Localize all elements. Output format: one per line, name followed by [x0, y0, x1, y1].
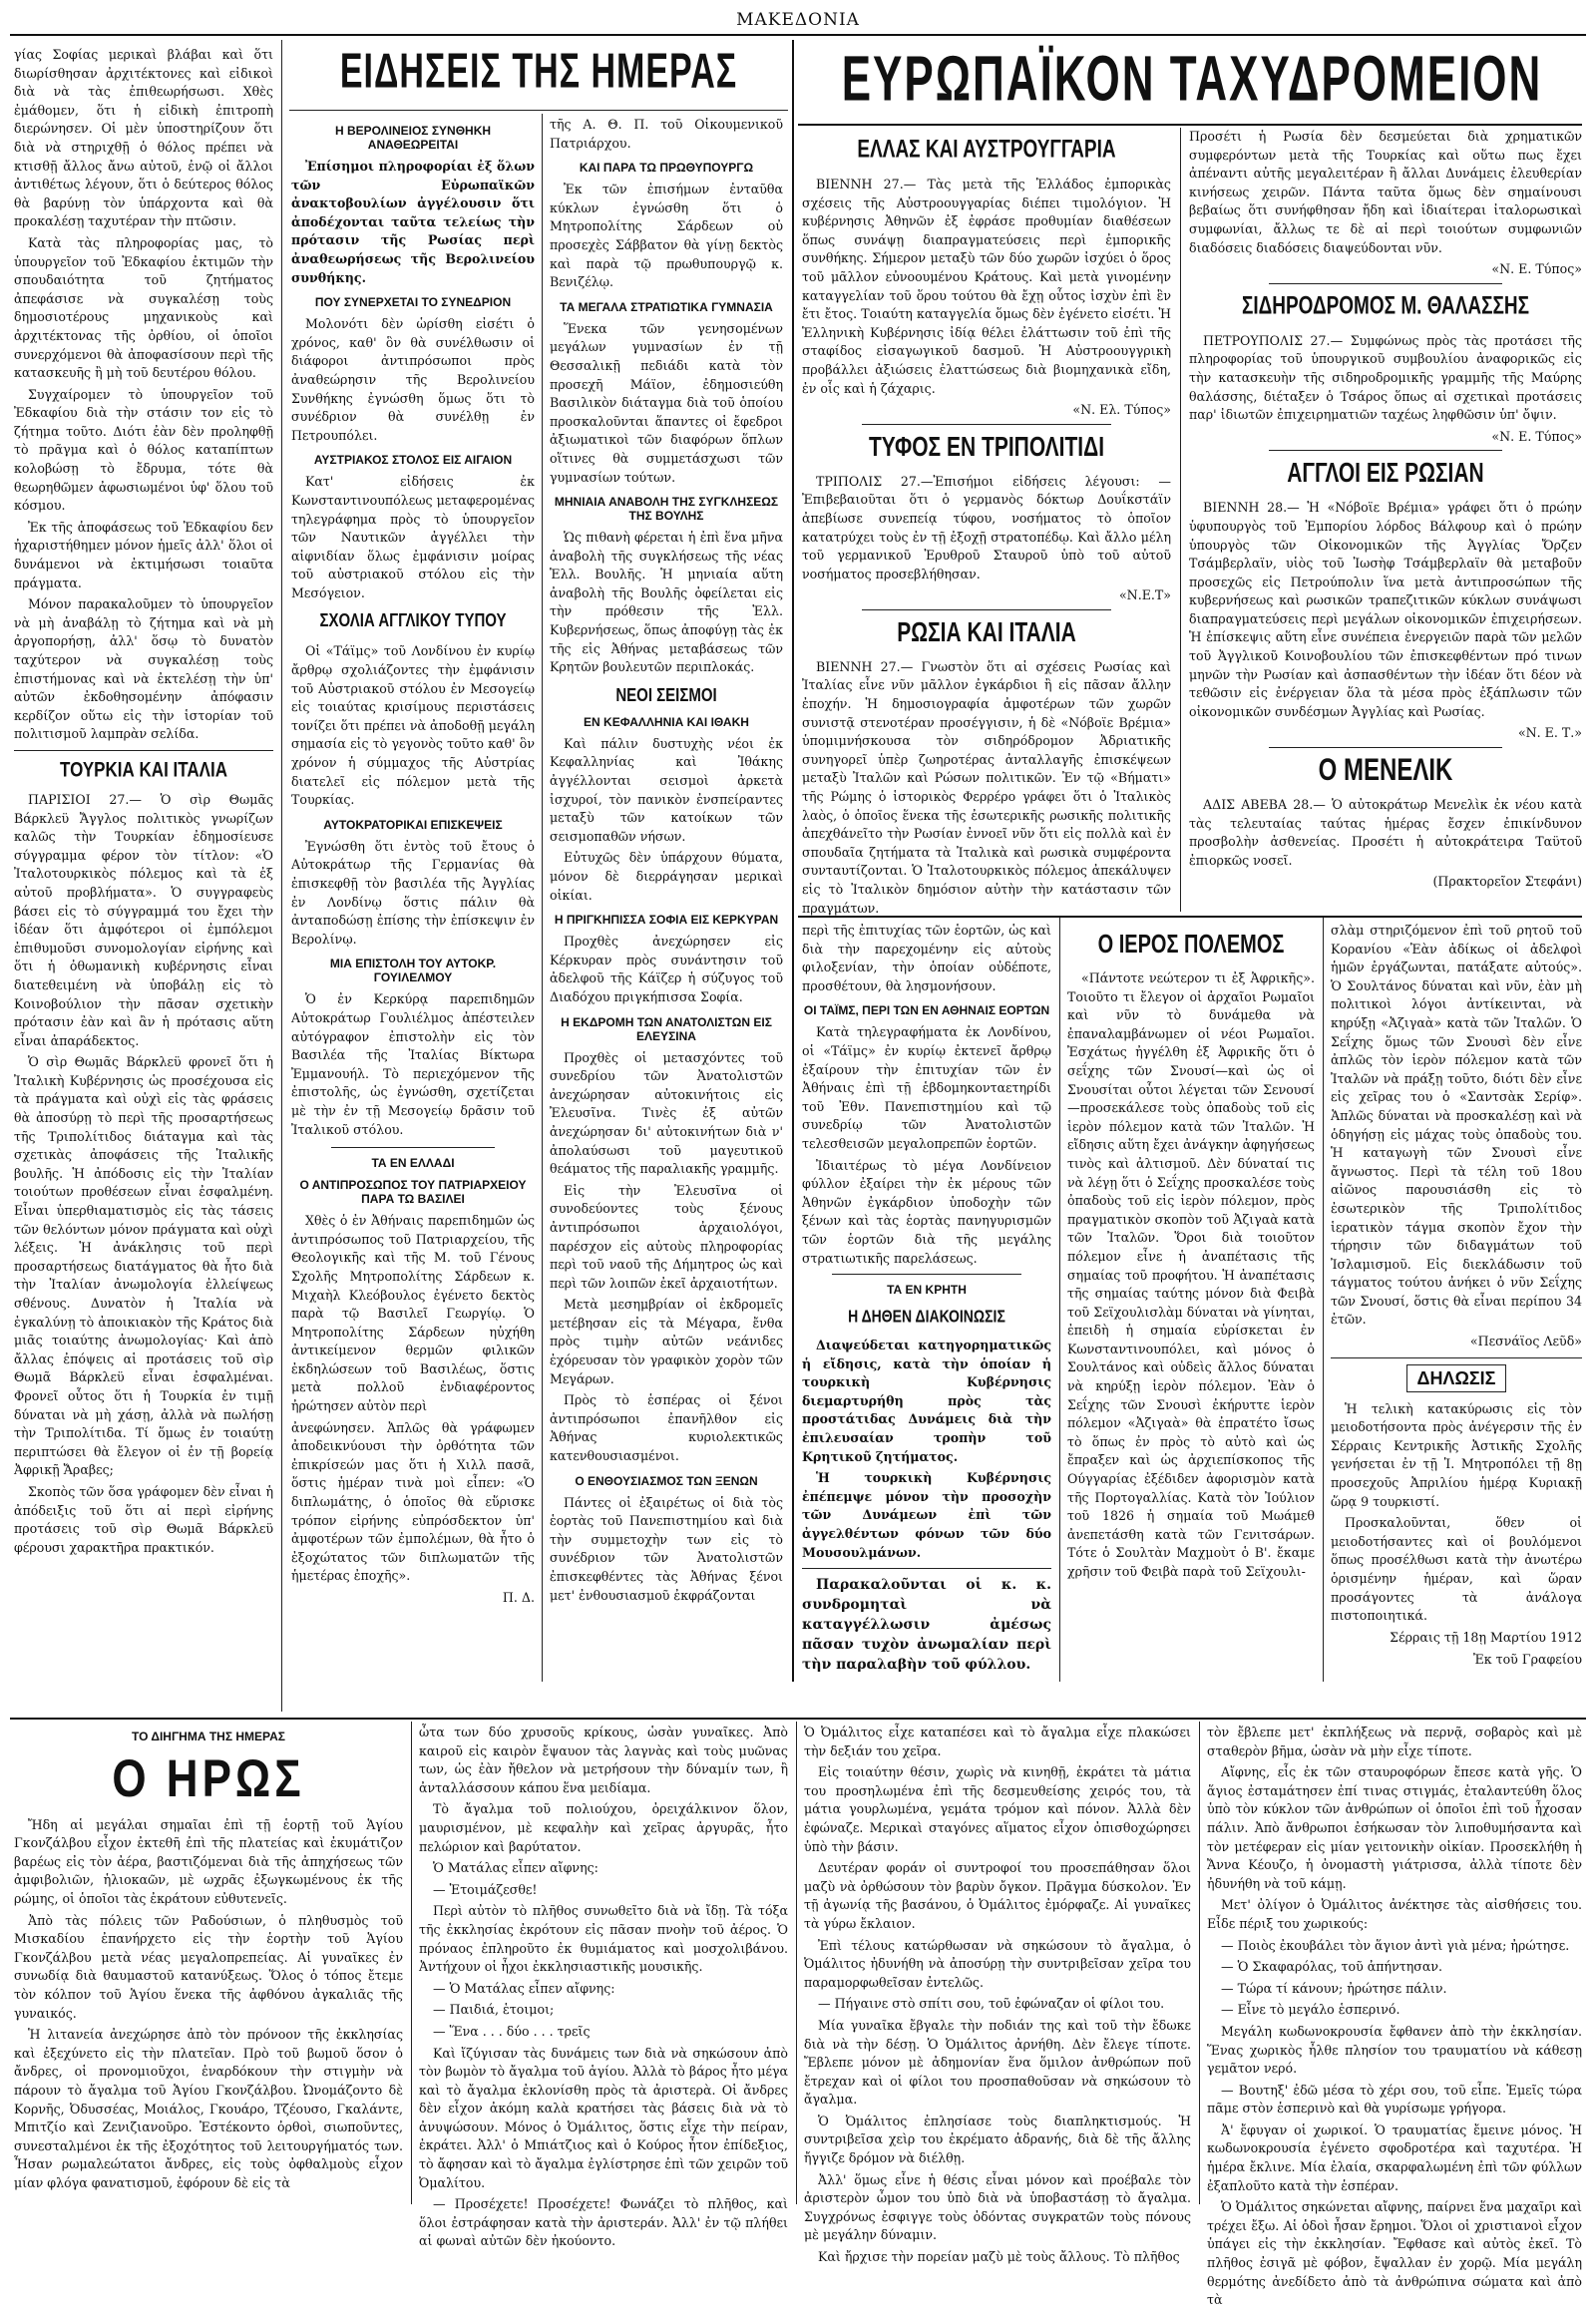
paragraph: Καὶ ἤρχισε τὴν πορείαν μαζὺ μὲ τοὺς ἄλλους. Τὸ πλῆθος [818, 2249, 1180, 2265]
headline: ΤΑ ΜΕΓΑΛΑ ΣΤΡΑΤΙΩΤΙΚΑ ΓΥΜΝΑΣΙΑ [560, 299, 773, 314]
paragraph: Εἰς τὴν Ἐλευσῖνα οἱ συνοδεύοντες τοὺς ξένους ἀντιπρόσωποι ἀρχαιολόγοι, παρέσχον εἰς αὐτοὺς πληροφορίας περὶ τοῦ ναοῦ τῆς Δήμητρος ὡς καὶ περὶ τῶν λοιπῶν ἐκεῖ ἀρχαιοτήτων. [550, 1182, 783, 1291]
paragraph: Ἐκ τῶν ἐπισήμων ἐνταῦθα κύκλων ἐγνώσθη ὅτι ὁ Μητροπολίτης Σάρδεων οὐ προσεχὲς Σάββατον θὰ γίνῃ δεκτὸς καὶ παρὰ τῷ πρωθυπουργῷ κ. Βενιζέλῳ. [550, 182, 783, 290]
paragraph: — Ὁ Σκαφαρόλας, τοῦ ἀπήντησαν. [1221, 1959, 1443, 1975]
headline: Η ΒΕΡΟΛΙΝΕΙΟΣ ΣΥΝΘΗΚΗ ΑΝΑΘΕΩΡΕΙΤΑΙ [334, 124, 492, 152]
paragraph: Μετὰ μεσημβρίαν οἱ ἐκδρομεῖς μετέβησαν εἰς τὰ Μέγαρα, ἔνθα πρὸς τιμὴν αὐτῶν νεάνιδες ἐχόρευσαν τὸν γραφικὸν χορὸν τῶν Μεγάρων. [550, 1297, 783, 1386]
paragraph: Ὁ Ὀμάλιτος σηκώνεται αἴφνης, παίρνει ἕνα μαχαῖρι καὶ τρέχει ἔξω. Αἱ ὁδοὶ ἦσαν ἔρημοι. Ὅλοι οἱ χριστιανοὶ εἶχον ὑπάγει εἰς τὴν ἐκκλησίαν. Ἔφθασε καὶ αὐτὸς ἐκεῖ. Τὸ πλῆθος ἐσιγᾶ μὲ φόβον, ἔψαλλαν ἐν χορῷ. Μία μεγάλη θερμότης ἀνεδίδετο ἀπὸ τὰ ἀνθρώπινα σώματα καὶ ἀπὸ τὰ [1207, 2199, 1582, 2308]
column-1 [14, 46, 273, 1712]
paragraph: — Ἕνα . . . δύο . . . τρεῖς [433, 2023, 591, 2039]
paragraph: ἀνεφώνησεν. Ἀπλῶς θὰ γράφωμεν ἀποδεικνύουσι τὴν ὀρθότητα τῶν ἐπικρίσεών μας ὅτι ἡ Χιλλ πασᾶ, ὅστις ἡμέραν τινὰ μοὶ εἶπεν: «Ὁ διπλωμάτης, ὁ ὁποῖος θὰ εὕρισκε τρόπον εἰρήνης εὐπρόσδεκτον ὑπ' ἀμφοτέρων τῶν ἐμπολέμων, θὰ ἦτο ὁ ἐξοχώτατος τῶν διπλωματῶν τῆς ἡμετέρας ἐποχῆς». [291, 1419, 535, 1584]
headline-railway: ΣΙΔΗΡΟΔΡΟΜΟΣ Μ. ΘΑΛΑΣΣΗΣ [1241, 292, 1530, 320]
section-rule [798, 916, 1582, 918]
paragraph: ΤΡΙΠΟΛΙΣ 27.—Ἐπισήμοι εἰδήσεις λέγουσι: —Ἐπιβεβαιοῦται ὅτι ὁ γερμανὸς δόκτωρ Δουΐκστάϊν ἀπεβίωσε συνεπείᾳ τύφου, νοσήματος τὸ ὁποῖον κατατρύχει τοὺς ἐν τῇ ἐξοχῇ στρατοπέδῳ. Καὶ ἄλλο μέλη τοῦ γερμανικοῦ Ἐρυθροῦ Σταυροῦ ὑπὸ τοῦ αὐτοῦ νοσήματος προσεβλήθησαν. [802, 473, 1171, 581]
headline: Η ΕΚΔΡΟΜΗ ΤΩΝ ΑΝΑΤΟΛΙΣΤΩΝ ΕΙΣ ΕΛΕΥΣΙΝΑ [561, 1014, 772, 1043]
column-2 [291, 116, 535, 1682]
europe-column-a [802, 128, 1171, 916]
paragraph: «Πάντοτε νεώτερον τι ἐξ Ἀφρικῆς». Τοιοῦτο τι ἔλεγον οἱ ἀρχαῖοι Ρωμαῖοι καὶ νῦν τὸ δυνάμεθα νὰ ἐπαναλαμβάνωμεν οἱ νέοι Ρωμαῖοι. Ἐσχάτως ἠγγέλθη ἐξ Ἀφρικῆς ὅτι ὁ σεΐχης τῶν Σνουσί—καὶ ὡς οἱ Σνουσίται οὗτοι λέγεται τῶν Σενουσί—προσεκάλεσε τοὺς ὀπαδοὺς τοῦ εἰς ἱερὸν πόλεμον κατὰ τῶν Ἰταλῶν. Ἡ εἴδησις αὕτη ἔχει ἀνάγκην ἀφηγήσεως τινὸς καὶ ἀλτισμοῦ. Δὲν δύναταί τις νὰ λέγῃ ὅτι ὁ Σεΐχης προσκαλέσε τοὺς ὀπαδοὺς τοῦ εἰς ἱερὸν πόλεμον, πρὸς πραγματικὸν σκοπὸν τοῦ Ἀζιγαὰ κατὰ τῶν Ἰταλῶν. Ὅροι διὰ τοιοῦτον πόλεμον εἶνε ἡ ἀναπέτασις τῆς σημαίας τοῦ προφήτου. Ἡ ἀναπέτασις τῆς σημαίας ταύτης μόνον διὰ Φειβὰ τοῦ Σεϊχουλισλὰμ δύναται νὰ γίνηται, ἐπειδὴ ἡ σημαία εὑρίσκεται ἐν Κωνσταντινουπόλει, καὶ μόνος ὁ Σουλτάνος καὶ οὐδεὶς ἄλλος δύναται νὰ κηρύξῃ ἱερὸν πόλεμον. Ἐὰν ὁ Σεΐχης τῶν Σνουσὶ ἐκήρυττε ἱερὸν πόλεμον «Ἀζιγαὰ» θὰ ἐπρατέτο ἴσως τὸ ὅπως ἐν πρὸς τὸ αὐτὸ καὶ ὡς ἔπραξεν καὶ ὡς ἀρχιεπίσκοπος τῆς Ούγγαρίας ἐξέδιδεν ἀφορισμὸν κατὰ τῆς Πορτογαλλίας. Κατὰ τὸν Ἰούλιον τοῦ 1826 ἡ σημαία τοῦ Μωάμεθ ἀνεπετάσθη κατὰ τῶν Γενιτσάρων. Τότε ὁ Σουλτὰν Μαχμοὺτ ὁ Β'. ἔκαμε χρῆσιν τοῦ Φειβὰ παρὰ τοῦ Σεϊχουλι- [1067, 970, 1315, 1579]
signature: Π. Δ. [502, 1590, 535, 1605]
paragraph: Οἱ «Τάϊμς» τοῦ Λονδίνου ἐν κυρίῳ ἄρθρῳ σχολιάζοντες τὴν ἐμφάνισιν τοῦ Αὐστριακοῦ στόλου ἐν Μεσογείῳ εἰς τοιαύτας κρισίμους περιστάσεις τονίζει ὅτι πρέπει νὰ ἀποδοθῇ μεγάλη σημασία εἰς τὸ γεγονὸς τοῦτο καθ' ὃν χρόνον ἡ σύμμαχος τῆς Αὐστρίας διατελεῖ εἰς πόλεμον μετὰ τῆς Τουρκίας. [291, 643, 535, 808]
story-title: Ο ΗΡΩΣ [112, 1748, 305, 1808]
headline: Ο ΕΝΘΟΥΣΙΑΣΜΟΣ ΤΩΝ ΞΕΝΩΝ [575, 1473, 758, 1488]
column-rule [281, 40, 282, 1712]
paragraph: Προχθὲς οἱ μετασχόντες τοῦ συνεδρίου τῶν Ἀνατολιστῶν ἀνεχώρησαν αὐτοκινήτοις εἰς Ἐλευσῖνα. Τινὲς ἐξ αὐτῶν ἀνεχώρησαν δι' αὐτοκινήτων διὰ ν' ἀπολαύσωσι τοῦ μαγευτικοῦ θεάματος τῆς παραλιακῆς γραμμῆς. [550, 1049, 783, 1177]
column-rule [1180, 128, 1181, 912]
paragraph: Σκοπὸς τῶν ὅσα γράφομεν δὲν εἶναι ἡ ἀπόδειξις τοῦ ὅτι αἱ περὶ εἰρήνης προτάσεις τοῦ σὶρ Θωμᾶ Βάρκλεϋ φέρουσι χαρακτῆρα πρακτικόν. [14, 1483, 273, 1555]
headline-turkey-italy: ΤΟΥΡΚΙΑ ΚΑΙ ΙΤΑΛΙΑ [60, 757, 227, 782]
paragraph: Εὐτυχῶς δὲν ὑπάρχουν θύματα, μόνον δὲ διερράγησαν μερικαὶ οἰκίαι. [550, 850, 783, 903]
paragraph: Ὁ ἐν Κερκύρᾳ παρεπιδημῶν Αὐτοκράτωρ Γουλιέλμος ἀπέστειλεν αὐτόγραφον ἐπιστολὴν εἰς τὸν Βασιλέα τῆς Ἰταλίας Βίκτωρα Ἐμμανουήλ. Τὸ περιεχόμενον τῆς ἐπιστολῆς, ὡς ἐγνώσθη, σχετίζεται μὲ τὴν ἐν τῇ Μεσογείῳ δρᾶσιν τοῦ Ἰταλικοῦ στόλου. [291, 991, 535, 1137]
paragraph: περὶ τῆς ἐπιτυχίας τῶν ἑορτῶν, ὡς καὶ διὰ τὴν παρεχομένην εἰς αὐτοὺς φιλοξενίαν, τὴν ὁποίαν οὐδέποτε, προσθέτουν, θὰ λησμονήσουν. [802, 923, 1051, 993]
headline: ΠΟΥ ΣΥΝΕΡΧΕΤΑΙ ΤΟ ΣΥΝΕΔΡΙΟΝ [314, 295, 512, 310]
paragraph: Ἐπίσημοι πληροφορίαι ἐξ ὅλων τῶν Εὐρωπαϊκῶν ἀνακτοβουλίων ἀγγέλουσιν ὅτι ἀποδέχονται ταῦτα τελείως τὴν πρότασιν τῆς Ρωσίας περὶ ἀναθεωρήσεως τῆς Βερολινείου συνθήκης. [291, 159, 535, 285]
paragraph: ΒΙΕΝΝΗ 27.— Τὰς μετὰ τῆς Ἑλλάδος ἐμπορικὰς σχέσεις τῆς Αὐστροουγγαρίας διέπει τιμολόγιον. Ἡ κυβέρνησις Ἀθηνῶν ἐξ ἐφράσε προθυμίαν διαθέσεων ὅπως συνάψῃ διαπραγματεύσεις περὶ ἐμπορικῆς συνθήκης. Σήμερον μεταξὺ τῶν δύο χωρῶν ἰσχύει ὁ ὅρος τοῦ μᾶλλον εὐνοουμένου Κράτους. Καὶ μετὰ γινομένην καταγγελίαν τοῦ ὅρου τούτου θὰ ἔχῃ οὗτος ἰσχὺν ἐπὶ ἓν ἔτι ἔτος. Τοιαύτη καταγγελία ὅμως δὲν ἐγένετο εἰσέτι. Ἡ Ἑλληνικὴ Κυβέρνησις ἰδίᾳ θέλει ἐλάττωσιν τοῦ ἐπὶ τῆς σταφίδος εἰσαγωγικοῦ δασμοῦ. Ἡ Αὐστροουγγρικὴ προβάλλει ἀξιώσεις ἐλαττώσεως διὰ βιομηχανικὰ εἴδη, ἐν οἷς καὶ ἡ ζάχαρις. [802, 177, 1171, 396]
column-holy-war-cont [1331, 922, 1582, 1682]
column-holy-war [1067, 922, 1315, 1682]
signature: «Ν.Ε.Τ» [1118, 587, 1171, 603]
story-rule [10, 1718, 1586, 1720]
divider [14, 750, 273, 751]
headline-russia-italy: ΡΩΣΙΑ ΚΑΙ ΙΤΑΛΙΑ [897, 617, 1076, 648]
story-column-3 [804, 1724, 1191, 2265]
paragraph: Μετ' ὀλίγον ὁ Ὀμάλιτος ἀνέκτησε τὰς αἰσθήσεις του. Εἶδε πέριξ του χωρικούς: [1207, 1897, 1582, 1931]
banner-rule [798, 124, 1582, 126]
paragraph: — Παιδιά, ἑτοιμοι; [433, 2002, 555, 2018]
signature: (Πρακτορεῖον Στεφάνι) [1432, 874, 1582, 890]
paragraph: — Εἶνε τὸ μεγάλο ἑσπερινό. [1221, 2002, 1400, 2018]
paragraph: Ἐκ τῆς ἀποφάσεως τοῦ Ἐδκαφίου δεν ἠχαριστήθημεν μόνον ἡμεῖς ἀλλ' ὅλοι οἱ δυνάμενοι νὰ ἐκτιμήσωσι τοιαῦτα πράγματα. [14, 519, 273, 590]
headline-greece-austria: ΕΛΛΑΣ ΚΑΙ ΑΥΣΤΡΟΥΓΓΑΡΙΑ [857, 136, 1116, 164]
paragraph: Μεγάλη κωδωνοκρουσία ἔφθανεν ἀπὸ τὴν ἐκκλησίαν. Ἕνας χωρικὸς ἦλθε πλησίον του τραυματίου νὰ κάθεσῃ γεμᾶτον νερό. [1207, 2023, 1582, 2077]
signature: «Ν. Ε. Τύπος» [1491, 428, 1582, 444]
headline-english-in-russia: ΑΓΓΛΟΙ ΕΙΣ ΡΩΣΙΑΝ [1287, 458, 1484, 489]
headline-typhus: ΤΥΦΟΣ ΕΝ ΤΡΙΠΟΛΙΤΙΔΙ [868, 432, 1105, 463]
paragraph: — Τώρα τί κάνουν; ἠρώτησε πάλιν. [1221, 1980, 1447, 1996]
section-label: ΤΑ ΕΝ ΕΛΛΑΔΙ [371, 1156, 455, 1171]
story-column-4 [1207, 1724, 1582, 2308]
headline: ΜΙΑ ΕΠΙΣΤΟΛΗ ΤΟΥ ΑΥΤΟΚΡ. ΓΟΥΙΛΕΛΜΟΥ [329, 957, 497, 985]
paragraph: Κατ' εἰδήσεις ἐκ Κωνσταντινουπόλεως μεταφερομένας τηλεγράφημα πρὸς τὸ ὑπουργεῖον τῶν Ναυτικῶν ἀγγέλλει τὴν αἰφνιδίαν ὅλως ἐμφάνισιν μοίρας τοῦ αὐστριακοῦ στόλου εἰς τὴν Μεσόγειον. [291, 474, 535, 600]
divider [862, 424, 1111, 425]
story-kicker: ΤΟ ΔΙΗΓΗΜΑ ΤΗΣ ΗΜΕΡΑΣ [131, 1730, 285, 1743]
headline: ΑΥΤΟΚΡΑΤΟΡΙΚΑΙ ΕΠΙΣΚΕΨΕΙΣ [323, 817, 503, 832]
column-rule [411, 1722, 412, 2204]
divider [1331, 1357, 1582, 1358]
divider [862, 609, 1111, 610]
headline-menelik: Ο ΜΕΝΕΛΙΚ [1318, 752, 1453, 788]
paragraph: Ἐγνώσθη ὅτι ἐντὸς τοῦ ἔτους ὁ Αὐτοκράτωρ τῆς Γερμανίας θὰ ἐπισκεφθῇ τὸν βασιλέα τῆς Ἀγγλίας ἐν Λονδίνῳ ὅστις πάλιν θὰ ἀνταποδώσῃ ἐπίσης τὴν ἐπίσκεψιν ἐν Βερολίνῳ. [291, 838, 535, 947]
paragraph: Ἕνεκα τῶν γενησομένων μεγάλων γυμνασίων ἐν τῇ Θεσσαλικῇ πεδιάδι κατὰ τὸν προσεχῆ Μάϊον, ἐδημοσιεύθη Βασιλικὸν διάταγμα διὰ τοῦ ὁποίου προσκαλοῦνται ἅπαντες οἱ ἔφεδροι ἀξιωματικοὶ τῶν διαφόρων ὅπλων οἵτινες θὰ συμμετάσχωσι τῶν γυμνασίων τούτων. [550, 320, 783, 485]
paragraph: Προσκαλοῦνται, ὅθεν οἱ μειοδοτήσαντες καὶ οἱ βουλόμενοι ὅπως προσέλθωσι κατὰ τὴν ἀνωτέρω ὁρισμένην ἡμέραν, καὶ ὥραν προσάγοντες τὰ ἀνάλογα πιστοποιητικά. [1331, 1515, 1582, 1624]
paragraph: τῆς Α. Θ. Π. τοῦ Οἰκουμενικοῦ Πατριάρχου. [550, 117, 783, 151]
paragraph: Ἀ' ἔφυγαν οἱ χωρικοί. Ὁ τραυματίας ἔμεινε μόνος. Ἡ κωδωνοκρουσία ἐγένετο σφοδροτέρα καὶ ταχυτέρα. Ἡ ἡμέρα ἔκλινε. Μία ἐλαία, σκαρφαλωμένη ἐπὶ τῶν φύλλων ἐξαπλοῦτο κατὰ τὴν ἑσπέραν. [1207, 2121, 1582, 2193]
headline-declaration: ΔΗΛΩΣΙΣ [1406, 1364, 1507, 1392]
paragraph: Ἀλλ' ὅμως εἶνε ἡ θέσις εἶναι μόνον καὶ προέβαλε τὸν ἀριστερὸν ὦμον του ὑπὸ διὰ νὰ ὑποβαστάσῃ τὸ ἄγαλμα. Συγχρόνως ἐσφιγγε τοὺς ὀδόντας συγκρατῶν τοὺς πόνους μὲ μεγάλην δύναμιν. [804, 2171, 1191, 2243]
paragraph: Χθὲς ὁ ἐν Ἀθήναις παρεπιδημῶν ὡς ἀντιπρόσωπος τοῦ Πατριαρχείου, τῆς Θεολογικῆς καὶ τῆς Μ. τοῦ Γένους Σχολῆς Μητροπολίτης Σάρδεων κ. Μιχαὴλ Κλεόβουλος ἐγένετο δεκτὸς παρὰ τῷ Βασιλεῖ Γεωργίῳ. Ὁ Μητροπολίτης Σάρδεων ηὐχήθη ἀντικείμενον θερμῶν φιλικῶν ἐκδηλώσεων τοῦ Βασιλέως, ὅστις μετὰ πολλοῦ ἐνδιαφέροντος ἠρώτησεν αὐτὸν περὶ [291, 1213, 535, 1414]
banner-news-of-the-day: ΕΙΔΗΣΕΙΣ ΤΗΣ ΗΜΕΡΑΣ [339, 44, 738, 100]
paragraph: Μία γυναῖκα ἔβγαλε τὴν ποδιάν της καὶ τοῦ τὴν ἔδωκε διὰ νὰ τὴν δέσῃ. Ὁ Ὀμάλιτος ἀρνήθη. Δὲν ἔλεγε τίποτε. Ἔβλεπε μόνον μὲ ἀδημονίαν ἕνα ὅμιλον ἀνθρώπων ποῦ ἔτρεχαν καὶ οἱ φίλοι του προσπαθοῦσαν νὰ σηκώσουν τὸ ἄγαλμα. [804, 2017, 1191, 2108]
paragraph: Ὁ Ὀμάλιτος ἐπλησίασε τοὺς διαπληκτισμούς. Ἡ συντριβεῖσα χεὶρ του ἐκρέματο ἀδρανής, διὰ δὲ τῆς ἄλλης ἤγγιζε δρόμον νὰ διέλθῃ. [804, 2113, 1191, 2166]
paragraph: Καὶ πάλιν δυστυχὴς νέοι ἐκ Κεφαλληνίας καὶ Ἰθάκης ἀγγέλλονται σεισμοὶ ἀρκετὰ ἰσχυροί, τὸν πανικὸν ἐνσπείραντες μεταξὺ τῶν κατοίκων τῶν σεισμοπαθῶν νήσων. [550, 735, 783, 844]
paragraph: Καὶ ἴζύγισαν τὰς δυνάμεις των διὰ νὰ σηκώσουν ἀπὸ τὸν βωμὸν τὸ ἄγαλμα τοῦ ἁγίου. Ἀλλὰ τὸ βάρος ἦτο μέγα καὶ τὸ ἄγαλμα ἐκλονίσθη πρὸς τὰ ἀριστερὰ. Οἱ ἄνδρες δὲν εἶχον ἀκόμη καλὰ κρατήσει τὰς βάσεις διὰ νὰ τὸ ἀνυψώσουν. Μόνος ὁ Ὀμάλιτος, ὅστις εἶχε τὴν πείραν, ἐκράτει. Ἀλλ' ὁ Μπιάτζιος καὶ ὁ Κούρος ἦτον ἐπίδεξιος, τὸ ἄφησαν καὶ τὸ ἄγαλμα ἐγλίστρησε ἐπὶ τῶν χειρῶν τοῦ Ὀμαλίτου. [419, 2045, 788, 2190]
headline: ΑΥΣΤΡΙΑΚΟΣ ΣΤΟΛΟΣ ΕΙΣ ΑΙΓΑΙΟΝ [313, 453, 513, 468]
column-lower-middle [802, 922, 1051, 1682]
paragraph: Κατὰ τὰς πληροφορίας μας, τὸ ὑπουργεῖον τοῦ Ἐδκαφίου ἐκτιμῶν τὴν σπουδαιότητα τοῦ ζητήματος ἀπεφάσισε νὰ συγκαλέσῃ τοὺς δημοσιοτέρους μηχανικοὺς καὶ ἀρχιτέκτονας τῆς ὀρθίου, οἱ ὁποῖοι συνερχόμενοι θὰ ἀποφασίσουν περὶ τῆς κατασκευῆς ἢ μὴ τοῦ δευτέρου θόλου. [14, 234, 273, 381]
paragraph: Ὡς πιθανὴ φέρεται ἡ ἐπὶ ἕνα μῆνα ἀναβολὴ τῆς συγκλήσεως τῆς νέας Ἑλλ. Βουλῆς. Ἡ μηνιαία αὕτη ἀναβολὴ τῆς Βουλῆς ὀφείλεται εἰς τὴν πρόθεσιν τῆς Ἑλλ. Κυβερνήσεως, ὅπως ἀποφύγῃ τὰς ἐκ τῆς εἰς Ἀθήνας μεταβάσεως τῶν Κρητῶν βουλευτῶν περιπλοκάς. [550, 530, 783, 675]
column-rule [796, 1722, 797, 2204]
signature: «Ν. Ε. Τ.» [1517, 725, 1582, 741]
divider [832, 1274, 1021, 1275]
paragraph: σλὰμ στηριζόμενον ἐπὶ τοῦ ρητοῦ τοῦ Κορανίου «Ἐὰν ἀδίκως οἱ ἀδελφοὶ ἡμῶν ἐργάζωνται, πατάξατε αὐτούς». Ὁ Σουλτάνος δύναται καὶ νῦν, ἐὰν μὴ πολιτικοὶ λόγοι ἀντίκεινται, νὰ κηρύξῃ «Ἀζιγαὰ» κατὰ τῶν Ἰταλῶν. Ὁ Σεΐχης ὅμως τῶν Σνουσὶ δὲν εἶνε ἀπλῶς τὸν ἱερὸν πόλεμον κατὰ τῶν Ἰταλῶν νὰ πράξῃ τοῦτο, διότι δὲν εἶνε εἰς χεῖρας του ὁ «Σαντσὰκ Σερίφ». Ἁπλῶς δύναται νὰ προσκαλέσῃ καὶ νὰ ὁδηγήσῃ εἰς μάχας τοὺς ὀπαδοὺς του. Ἡ καταγωγὴ τῶν Σνουσὶ εἶνε ἄγνωστος. Περὶ τὰ τέλη τοῦ 18ου αἰῶνος παρουσιάσθη εἰς τὸ ἐσωτερικὸν τῆς Τριπολίτιδος ἱερατικὸν τάγμα σκοπὸν ἔχον τὴν τήρησιν τῶν διδαγμάτων τοῦ Ἰσλαμισμοῦ. Εἰς διεκλάδωσιν τοῦ τάγματος τούτου ἀνήκει ὁ νῦν Σεΐχης τῶν Σνουσί, ὅστις θὰ εἶναι περίπου 34 ἐτῶν. [1331, 923, 1582, 1328]
paragraph: Τὸ ἄγαλμα τοῦ πολιούχου, ὀρειχάλκινον ὅλον, μαυρισμένον, μὲ κεφαλὴν καὶ χεῖρας ἀργυρᾶς, ἦτο πελώριον καὶ βαρύτατον. [419, 1801, 788, 1854]
headline: ΚΑΙ ΠΑΡΑ ΤΩ ΠΡΩΘΥΠΟΥΡΓΩ [579, 161, 754, 176]
signature: «Πεσνάϊος Λεῦδ» [1469, 1334, 1582, 1349]
paragraph: Μολονότι δὲν ὡρίσθη εἰσέτι ὁ χρόνος, καθ' ὃν θὰ συνέλθωσιν οἱ διάφοροι ἀντιπρόσωποι πρὸς ἀναθεώρησιν τῆς Βερολινείου Συνθήκης ἐγνώσθη ὅμως ὅτι τὸ συνέδριον θὰ συνέλθῃ ἐν Πετρουπόλει. [291, 316, 535, 443]
paragraph: Διαψεύδεται κατηγορηματικῶς ἡ εἴδησις, κατὰ τὴν ὁποίαν ἡ τουρκικὴ Κυβέρνησις διεμαρτυρήθη πρὸς τὰς προστάτιδας Δυνάμεις διὰ τὴν ἐπιλευσαίαν τροπὴν τοῦ Κρητικοῦ ζητήματος. [802, 1338, 1051, 1464]
paragraph: Ἰδιαιτέρως τὸ μέγα Λονδίνειον φύλλον ἐξαίρει τὴν ἐκ μέρους τῶν Ἀθηνῶν ἐγκάρδιον ὑποδοχὴν τῶν ξένων καὶ τὰς ἑορτὰς πανηγυρισμῶν τῶν ἑορτῶν διὰ τῆς μεγάλης στρατιωτικῆς παρελάσεως. [802, 1157, 1051, 1266]
paragraph: — Ποιὸς ἐκουβάλει τὸν ἅγιον ἀντὶ γιὰ μένα; ἠρώτησε. [1221, 1937, 1570, 1953]
signature: Ἐκ τοῦ Γραφείου [1473, 1652, 1582, 1668]
column-rule [1059, 918, 1060, 1682]
signature: «Ν. Ελ. Τύπος» [1072, 402, 1171, 418]
paragraph: — Ἑτοιμάζεσθε! [433, 1881, 538, 1897]
banner-european-mail: ΕΥΡΩΠΑΪΚΟΝ ΤΑΧΥΔΡΟΜΕΙΟΝ [841, 44, 1543, 116]
column-rule [542, 114, 543, 1682]
column-rule [1199, 1722, 1200, 2204]
masthead: ΜΑΚΕΔΟΝΙΑ [736, 10, 860, 30]
divider [1269, 283, 1502, 284]
signature: «Ν. Ε. Τύπος» [1491, 261, 1582, 277]
paragraph: Δευτέραν φοράν οἱ συντροφοί του προσεπάθησαν ὅλοι μαζὺ νὰ ὀρθώσουν τὸν βαρὺν ὄγκον. Πρᾶγμα δύσκολον. Ἐν τῇ ἀγωνίᾳ τῆς βασάνου, ὁ Ὀμάλιτος ἐμόρφαζε. Αἱ γυναῖκες τὰ γύρω ἔκλαιον. [804, 1860, 1191, 1931]
story-column-2 [419, 1724, 788, 2249]
paragraph: Προσέτι ἡ Ρωσία δὲν δεσμεύεται διὰ χρηματικῶν συμφερόντων μετὰ τῆς Τουρκίας καὶ οὕτω πως ἔχει ἀπέναντι αὐτῆς μεγαλειτέραν ἢ ἄλλαι Δυνάμεις ἐλευθερίαν κινήσεως χειρῶν. Πάντα ταῦτα ὅμως δὲν σημαίνουσι βεβαίως ὅτι συνήφθησαν ἤδη καὶ ἰδιαίτεραι ἰταλορωσικαὶ συμφωνίαι, ἄλλως τε δὲ αἱ περὶ τοιούτων συμφωνιῶν διαδόσεις διαδόσεις διαψεύδονται νῦν. [1189, 129, 1582, 255]
declaration-heading-wrap [1331, 1364, 1582, 1392]
paragraph: Ἐπὶ τέλους κατώρθωσαν νὰ σηκώσουν τὸ ἄγαλμα, ὁ Ὀμάλιτος ἠδυνήθη νὰ ἀποσύρῃ τὴν συντριβεῖσαν χεῖρα του παραμορφωθεῖσαν ἐντελῶς. [804, 1937, 1191, 1990]
paragraph: Πάντες οἱ ἐξαιρέτως οἱ διὰ τὸς ἑορτὰς τοῦ Πανεπιστημίου καὶ διὰ τὴν συμμετοχὴν των εἰς τὸ συνέδριον τῶν Ἀνατολιστῶν ἐπισκεφθέντες τὰς Ἀθήνας ξένοι μετ' ἐνθουσιασμοῦ ἐκφράζονται [550, 1494, 783, 1603]
paragraph: ΑΔΙΣ ΑΒΕΒΑ 28.— Ὁ αὐτοκράτωρ Μενελὶκ ἐκ νέου κατὰ τὰς τελευταίας ταύτας ἡμέρας ἔσχεν ἐπικίνδυνον προσβολὴν ἀσθενείας. Προσέτι ἡ αὐτοκράτειρα Ταϋτοῦ ἐπιορκῶς νοσεῖ. [1189, 797, 1582, 868]
divider [1269, 450, 1502, 451]
dateline: Σέρραις τῇ 18ῃ Μαρτίου 1912 [1390, 1629, 1582, 1645]
masthead-rule [10, 34, 1586, 36]
paragraph: Αἴφνης, εἷς ἐκ τῶν σταυροφόρων ἔπεσε κατὰ γῆς. Ὁ ἅγιος ἐσταμάτησεν ἐπί τινας στιγμάς, ἐταλαντεύθη ὅλος ὑπὸ τὸν κύκλον τῶν ἀνθρώπων οἱ ὁποῖοι ἐπὶ τοῦ ἦχοσαν πάλιν. Ἀπὸ ἄνθρωποι ἐσήκωσαν τὸν λιποθυμήσαντα καὶ τὸν μετέφεραν εἰς μίαν γειτονικὴν οἰκίαν. Προσεκλήθη ἡ Ἄννα Κέουζο, ἡ ὀνομαστὴ γιάτρισσα, ἀλλὰ τίποτε δὲν ἠδυνήθη νὰ τοῦ κάμῃ. [1207, 1764, 1582, 1891]
paragraph: Ἀπὸ τὰς πόλεις τῶν Ραδούσιων, ὁ πληθυσμὸς τοῦ Μισκαδίου ἐπανήρχετο εἰς τὴν ἑορτὴν τοῦ Ἁγίου Γκονζάλβου μετὰ νέας μεγαλοπρεπείας. Αἱ γυναῖκες ἐν συνωδίᾳ διὰ θαυμαστοῦ κατανύξεως. Ὅλος ὁ τόπος ἔτεμε τὸν κόλπον τοῦ Ἁγίου ἕνεκα τῆς ἀφθόνου ἀγκαλιᾶς τῆς γυναικός. [14, 1912, 403, 2021]
headline: Η ΠΡΙΓΚΗΠΙΣΣΑ ΣΟΦΙΑ ΕΙΣ ΚΕΡΚΥΡΑΝ [554, 913, 779, 928]
paragraph: Εἰς τοιαύτην θέσιν, χωρὶς νὰ κινηθῇ, ἐκράτει τὰ μάτια του προσηλωμένα ἐπὶ τῆς δεσμευθείσης χειρός του, τὰ μάτια γουρλωμένα, γεμάτα τρόμον καὶ πόνον. Ἀλλὰ δὲν ἐφώναζε. Μερικαὶ σταγόνες αἵματος εἶχον ὀπισθοχώρησει ὑπὸ τὴν βάσιν. [804, 1764, 1191, 1854]
headline: ΣΧΟΛΙΑ ΑΓΓΛΙΚΟΥ ΤΥΠΟΥ [319, 610, 507, 632]
headline: ΝΕΟΙ ΣΕΙΣΜΟΙ [615, 684, 717, 706]
paragraph: ΒΙΕΝΝΗ 28.— Ἡ «Νόβοϊε Βρέμια» γράφει ὅτι ὁ πρώην ὑφυπουργὸς τοῦ Ἐμπορίου λόρδος Βάλφουρ καὶ ὁ πρώην ὑπουργὸς τῶν Οἰκονομικῶν τῆς Ἀγγλίας Ὄρζεν Τσάμβερλαϊν, υἱὸς τοῦ Ἰωσὴφ Τσάμβερλαϊν θὰ μεταβοῦν προσεχῶς εἰς Πετρούπολιν ἵνα μετὰ ἀντιπροσώπων τῆς κυβερνήσεως καὶ ρωσικῶν τραπεζιτικῶν κύκλων συνάψωσι διαπραγματεύσεις περὶ μεγάλων οἰκονομικῶν ἐπιχειρήσεων. Ἡ ἐπίσκεψις αὕτη εἶνε συνέπεια ἐνεργειῶν παρὰ τῶν μελῶν τοῦ Ἀγγλικοῦ Κοινοβουλίου τῶν ἐπισκεφθέντων πρό τινων μηνῶν τὴν Ρωσίαν καὶ ἀσπασθέντων τὴν ἰδέαν ὅτι δέον νὰ τεθῶσιν εἰς ἐνέργειαν ὅλα τὰ μέσα πρὸς ἐξάπλωσιν τῶν οἰκονομικῶν συνδέσμων Ἀγγλίας καὶ Ρωσίας. [1189, 500, 1582, 719]
paragraph: — Πήγαινε στὸ σπίτι σου, τοῦ ἐφώναζαν οἱ φίλοι του. [818, 1996, 1165, 2012]
column-3 [550, 116, 783, 1682]
headline: Ο ΑΝΤΙΠΡΟΣΩΠΟΣ ΤΟΥ ΠΑΤΡΙΑΡΧΕΙΟΥ ΠΑΡΑ ΤΩ ΒΑΣΙΛΕΙ [299, 1178, 527, 1207]
paragraph: Περὶ αὐτὸν τὸ πλῆθος συνωθεῖτο διὰ νὰ ἴδῃ. Τὰ τόξα τῆς ἐκκλησίας ἐκρότουν εἰς πᾶσαν πνοὴν τοῦ ἀέρος. Ὁ πρόναος ἐπληροῦτο ἐκ θυμιάματος καὶ μοσχολιβάνου. Ἀντήχουν οἱ ἦχοι ἐκκλησιαστικῆς μουσικῆς. [419, 1903, 788, 1975]
paragraph: Ὁ Ματάλας εἶπεν αἴφνης: [433, 1860, 598, 1876]
paragraph: — Ὁ Ματάλας εἶπεν αἴφνης: [433, 1980, 615, 1996]
banner-rule [289, 110, 788, 111]
paragraph: ΒΙΕΝΝΗ 27.— Γνωστὸν ὅτι αἱ σχέσεις Ρωσίας καὶ Ἰταλίας εἶνε νῦν μᾶλλον ἐγκάρδιοι ἢ εἰς πᾶσαν ἄλλην ἐποχήν. Ἡ δημοσιογραφία ἀμφοτέρων τῶν χωρῶν συνιστᾷ στενοτέραν προσέγγισιν, ἡ δὲ «Νόβοϊε Βρέμια» ὑπομιμνήσκουσα τὸν σιδηρόδρομον Ἀδριατικῆς συνηγορεῖ ὑπὲρ ζωηροτέρας ἀνταλλαγῆς ἐπισκέψεων μεταξὺ Ἰταλῶν καὶ Ρώσων πολιτικῶν. Ἐν τῷ «Βήματι» τῆς Ρώμης ὁ ἱστορικὸς Φερρέρο γράφει ὅτι ὁ Ἰταλικὸς λαὸς, ὁ ὁποῖος ἕνεκα τῆς ἐσωτερικῆς ρωσικῆς πολιτικῆς ἀπεχθάνεῖτο τὴν Ρωσίαν ἐννοεῖ νῦν ὅτι εἰς πολλὰ καὶ ἐν σπουδαῖα ζητήματα τὰ Ἰταλικὰ καὶ ρωσικὰ συμφέροντα συνταυτίζονται. Ὁ Ἰταλοτουρκικὸς πόλεμος ἀπεκάλυψεν εἰς τὸ Ἰταλικὸν δημόσιον αὐτὴν τὴν κατάστασιν τῶν πραγμάτων. [802, 658, 1171, 916]
paragraph: Ἡ τελικὴ κατακύρωσις εἰς τὸν μειοδοτήσοντα πρὸς ἀνέγερσιν τῆς ἐν Σέρραις Κεντρικῆς Ἀστικῆς Σχολῆς γενήσεται ἐν τῇ Ἱ. Μητροπόλει τῇ 8ῃ προσεχοῦς Ἀπριλίου ἡμέρᾳ Κυριακῇ ὥρᾳ 9 τουρκιστί. [1331, 1400, 1582, 1509]
paragraph: Ἡ λιτανεία ἀνεχώρησε ἀπὸ τὸν πρόνοον τῆς ἐκκλησίας καὶ ἐξεχύνετο εἰς τὴν πλατεῖαν. Πρὸ τοῦ βωμοῦ ὅσον ὁ ἄνδρες, οἱ προνομιοῦχοι, ἐναρδόκουν τὴν στιγμὴν νὰ πάρουν τὸ ἄγαλμα τοῦ Ἁγίου Γκονζάλβου. Ὠνομάζοντο δὲ Κορνῆς, Ὀδυσσέας, Μοιάλος, Γκουάρο, Τζέουσο, Γκαλάντε, Μπιτζίο καὶ Ζενιζιανοῦρο. Ἐστέκοντο ὀρθοὶ, σιωποῦντες, συνεσταλμένοι ἐκ τῆς ἐξοχότητος τοῦ λειτουργήματός των. Ἦσαν ρωμαλεώτατοι ἄνδρες, εἰς τοὺς ὀφθαλμοὺς εἶχον μίαν φλόγα φανατισμοῦ, ἐφόρουν δὲ εἰς τὰ [14, 2027, 403, 2190]
section-label: ΤΑ ΕΝ ΚΡΗΤΗ [887, 1283, 967, 1298]
column-rule [1323, 918, 1324, 1682]
paragraph: τὸν ἔβλεπε μετ' ἐκπλήξεως νὰ περνᾷ, σοβαρὸς καὶ μὲ σταθερὸν βῆμα, ὡσὰν νὰ μὴν εἶχε τίποτε. [1207, 1725, 1582, 1758]
paragraph: Ἡ τουρκικὴ Κυβέρνησις ἐπέπεμψε μόνον τὴν προσοχὴν τῶν Δυνάμεων ἐπὶ τῶν ἀγγελθέντων φόνων τῶν δύο Μουσουλμάνων. [802, 1470, 1051, 1560]
paragraph: — Βουτηξ' ἐδῶ μέσα τὸ χέρι σου, τοῦ εἶπε. Ἐμεῖς τώρα πᾶμε στὸν ἑσπερινὸ καὶ θὰ γυρίσωμε γρήγορα. [1207, 2082, 1582, 2117]
headline: ΟΙ ΤΑΪΜΣ, ΠΕΡΙ ΤΩΝ ΕΝ ΑΘΗΝΑΙΣ ΕΟΡΤΩΝ [803, 1003, 1050, 1018]
headline: Η ΔΗΘΕΝ ΔΙΑΚΟΙΝΩΣΙΣ [848, 1306, 1005, 1327]
paragraph: ὦτα των δύο χρυσοῦς κρίκους, ὡσὰν γυναῖκες. Ἀπὸ καιροῦ εἰς καιρὸν ἔψαυον τὰς λαγνὰς καὶ τοὺς μυῶνας των, ὡς ἐὰν ἤθελον νὰ μετρήσουν τὴν δύναμίν των, ἢ ἀνταλλάσσουν κάπου ἕνα μειδίαμα. [419, 1725, 788, 1795]
column-rule [792, 40, 794, 1682]
paragraph: Πρὸς τὸ ἑσπέρας οἱ ξένοι ἀντιπρόσωποι ἐπανῆλθον εἰς Ἀθήνας κυριολεκτικῶς κατενθουσιασμένοι. [550, 1392, 783, 1464]
paragraph: Ἤδη αἱ μεγάλαι σημαῖαι ἐπὶ τῇ ἑορτῇ τοῦ Ἁγίου Γκονζάλβου εἶχον ἐκτεθῆ ἐπὶ τῆς πλατείας καὶ ἐκυμάτιζον βαρέως εἰς τὸν ἀέρα, βαστιζόμεναι διὰ τῆς ἀπηχήσεως τῶν ἀμφιβολιῶν, ἡλιοκαῶν, μὲ ωχρᾶς ἐξωγκωμένους ἐκ τῆς ρώμης, οἱ ὁποῖοι τὰς ἐκράτουν εὐθυτενεῖς. [14, 1816, 403, 1906]
headline: ΜΗΝΙΑΙΑ ΑΝΑΒΟΛΗ ΤΗΣ ΣΥΓΚΛΗΣΕΩΣ ΤΗΣ ΒΟΥΛΗΣ [554, 495, 779, 524]
paragraph: — Προσέχετε! Προσέχετε! Φωνάζει τὸ πλῆθος, καὶ ὅλοι ἐστράφησαν κατὰ τὴν ἀριστεράν. Ἀλλ' ἐν τῷ πλήθει αἱ φωναὶ αὐτῶν δὲν ἠκούοντο. [419, 2196, 788, 2249]
notice-subscribers: Παρακαλοῦνται οἱ κ. κ. συνδρομηταὶ νὰ καταγγέλλωσιν ἀμέσως πᾶσαν τυχὸν ἀνωμαλίαν περὶ τὴν παραλαβὴν τοῦ φύλλου. [802, 1577, 1051, 1674]
paragraph: Προχθὲς ἀνεχώρησεν εἰς Κέρκυραν πρὸς συνάντησιν τοῦ ἀδελφοῦ τῆς Κάϊζερ ἡ σύζυγος τοῦ Διαδόχου πριγκήπισσα Σοφία. [550, 934, 783, 1004]
paragraph: Μόνον παρακαλοῦμεν τὸ ὑπουργεῖον νὰ μὴ ἀναβάλῃ τὸ ζήτημα καὶ νὰ μὴ ἀργοπορήσῃ, ἀλλ' ὅσῳ τὸ δυνατὸν ταχύτερον νὰ συγκαλέσῃ τοὺς ἐπιστήμονας καὶ νὰ ἐκτελέσῃ τὴν ὑπ' αὐτῶν ἐκδοθησομένην ἀπόφασιν κερδίζον οὕτω εἰς τὴν ἱστορίαν τοῦ πολιτισμοῦ λαμπρὰν σελίδα. [14, 596, 273, 742]
paragraph: ΠΑΡΙΣΙΟΙ 27.— Ὁ σὶρ Θωμᾶς Βάρκλεϋ Ἄγγλος πολιτικὸς γνωρίζων καλῶς τὴν Τουρκίαν ἐδημοσίευσε σύγγραμμα φέρον τὸν τίτλον: «Ὁ Ἰταλοτουρκικὸς πόλεμος καὶ τὰ ἐξ αὐτοῦ προβλήματα». Ὁ συγγραφεὺς βάσει εἰς τὸ σύγγραμμά του ἔχει τὴν ἰδέαν ὅτι ἀμφότεροι οἱ ἐμπόλεμοι ἐπιθυμοῦσι συνομολογίαν εἰρήνης καὶ ὅτι ἡ ὀθωμανικὴ κυβέρνησις εἶναι διατεθειμένη νὰ ὑποβάλῃ εἰς τὸ Κοινοβούλιον τὴν πᾶσαν σχετικὴν πρότασιν ἐὰν καὶ ἂν ἡ πρότασις αὕτη εἶναι ἀπαράδεκτος. [14, 791, 273, 1048]
divider [802, 1568, 1051, 1569]
story-column-1 [14, 1724, 403, 2202]
headline: ΕΝ ΚΕΦΑΛΛΗΝΙΑ ΚΑΙ ΙΘΑΚΗ [584, 714, 749, 729]
paragraph: Συγχαίρομεν τὸ ὑπουργεῖον τοῦ Ἐδκαφίου διὰ τὴν στάσιν τον εἰς τὸ ζήτημα τοῦτο. Διότι ἐὰν δὲν προληφθῇ τὸ πρᾶγμα καὶ ὁ θόλος καταπίπτων κολοβώσῃ τὸ ἔδρυμα, τότε θὰ θεωρηθῶμεν ἀφωσιωμένοι ὑφ' ὅλου τοῦ κόσμου. [14, 386, 273, 514]
paragraph: Κατὰ τηλεγραφήματα ἐκ Λονδίνου, οἱ «Τάϊμς» ἐν κυρίῳ ἐκτενεῖ ἄρθρῳ ἐξαίρουν τὴν ἐπιτυχίαν τῶν ἐν Ἀθήναις ἐπὶ τῇ ἑβδομηκονταετηρίδι τοῦ Ἐθν. Πανεπιστημίου καὶ τῷ συνεδρίῳ τῶν Ἀνατολιστῶν τελεσθεισῶν μεγαλοπρεπῶν ἑορτῶν. [802, 1024, 1051, 1151]
paragraph: Ὁ σὶρ Θωμᾶς Βάρκλεϋ φρονεῖ ὅτι ἡ Ἰταλικὴ Κυβέρνησις ὡς προσέχουσα εἰς τὰ πράγματα καὶ οὐχὶ εἰς τὰς φράσεις θὰ ἀποσύρῃ τὸ περὶ τῆς προσαρτήσεως τῆς Τριπολίτιδος διάταγμα καὶ τὰς σχετικὰς ἀποφάσεις τῆς Ἰταλικῆς βουλῆς. Ἡ ἀπόδοσις εἰς τὴν Ἰταλίαν τοιούτων προθέσεων εἶναι ἐσφαλμένη. Εἶναι ὑπερθιαματισμὸς εἰς τὰς τάσεις τῶν θελόντων μόνον πράγματα καὶ οὐχὶ λέξεις. Ἡ ἀνάκλησις τοῦ περὶ προσαρτήσεως διατάγματος θὰ ἦτο διὰ τὴν Ἰταλίαν ἀνωμολογία ἐλλείψεως σθένους. Δυνατὸν ἡ Ἰταλία νὰ ἐγκαλύνῃ τὸ ἀποικιακὸν τῆς Κράτος διὰ μιᾶς τοιαύτης ἀνωμολογίας· Καὶ ἀπὸ ἄλλας ἐπόψεις αἱ προτάσεις τοῦ σὶρ Θωμᾶ Βάρκλεϋ εἶναι ἐσφαλμέναι. Φρονεῖ οὗτος ὅτι ἡ Τουρκία ἐν τιμῇ δύναται νὰ μὴ χάσῃ, ἀλλὰ νὰ πωλήσῃ τὴν Τριπολίτιδα. Τί ὅμως ἐν τοιαύτῃ περιπτώσει θὰ ἔλεγον οἱ ἐν τῇ βορείᾳ Ἀφρικῇ Ἄραβες; [14, 1054, 273, 1478]
paragraph: Ὁ Ὀμάλιτος εἶχε καταπέσει καὶ τὸ ἄγαλμα εἶχε πλακώσει τὴν δεξιάν του χεῖρα. [804, 1725, 1191, 1758]
europe-column-b [1189, 128, 1582, 912]
divider [331, 1147, 495, 1148]
headline-holy-war: Ο ΙΕΡΟΣ ΠΟΛΕΜΟΣ [1097, 930, 1285, 960]
paragraph: γίας Σοφίας μερικαὶ βλάβαι καὶ ὅτι διωρίσθησαν ἀρχιτέκτονες καὶ εἰδικοὶ διὰ νὰ τὰς ἐπιθεωρήσωσι. Χθὲς ἐμάθομεν, ὅτι ἡ εἰδικὴ ἐπιτροπὴ διερώνησεν. Οἱ μὲν ὑποστηρίζουν ὅτι διὰ νὰ στηριχθῇ ὁ θόλος πρέπει νὰ κτισθῇ ἄλλος ἄνω αὐτοῦ, ἐνῷ οἱ ἄλλοι ἀντιθέτως λέγουν, ὅτι ὁ δεύτερος θόλος θὰ βαρύνῃ τὸν ὑπάρχοντα καὶ θὰ προκαλέσῃ ταχυτέραν τὴν πτῶσιν. [14, 47, 273, 229]
paragraph: ΠΕΤΡΟΥΠΟΛΙΣ 27.— Συμφώνως πρὸς τὰς προτάσει τῆς πληροφορίας τοῦ ὑπουργικοῦ συμβουλίου ἀναφορικῶς εἰς τὴν κατασκευὴν τῆς σιδηροδρομικῆς γραμμῆς τῆς Μαύρης θαλάσσης, διέταξεν ὁ Τσάρος ὅπως αἱ σχετικαὶ προτάσεις παρ' ἰδιωτῶν ἐπιχειρηματιῶν ταχέως ληφθῶσιν ὑπ' ὄψιν. [1189, 332, 1582, 423]
divider [1269, 747, 1502, 748]
